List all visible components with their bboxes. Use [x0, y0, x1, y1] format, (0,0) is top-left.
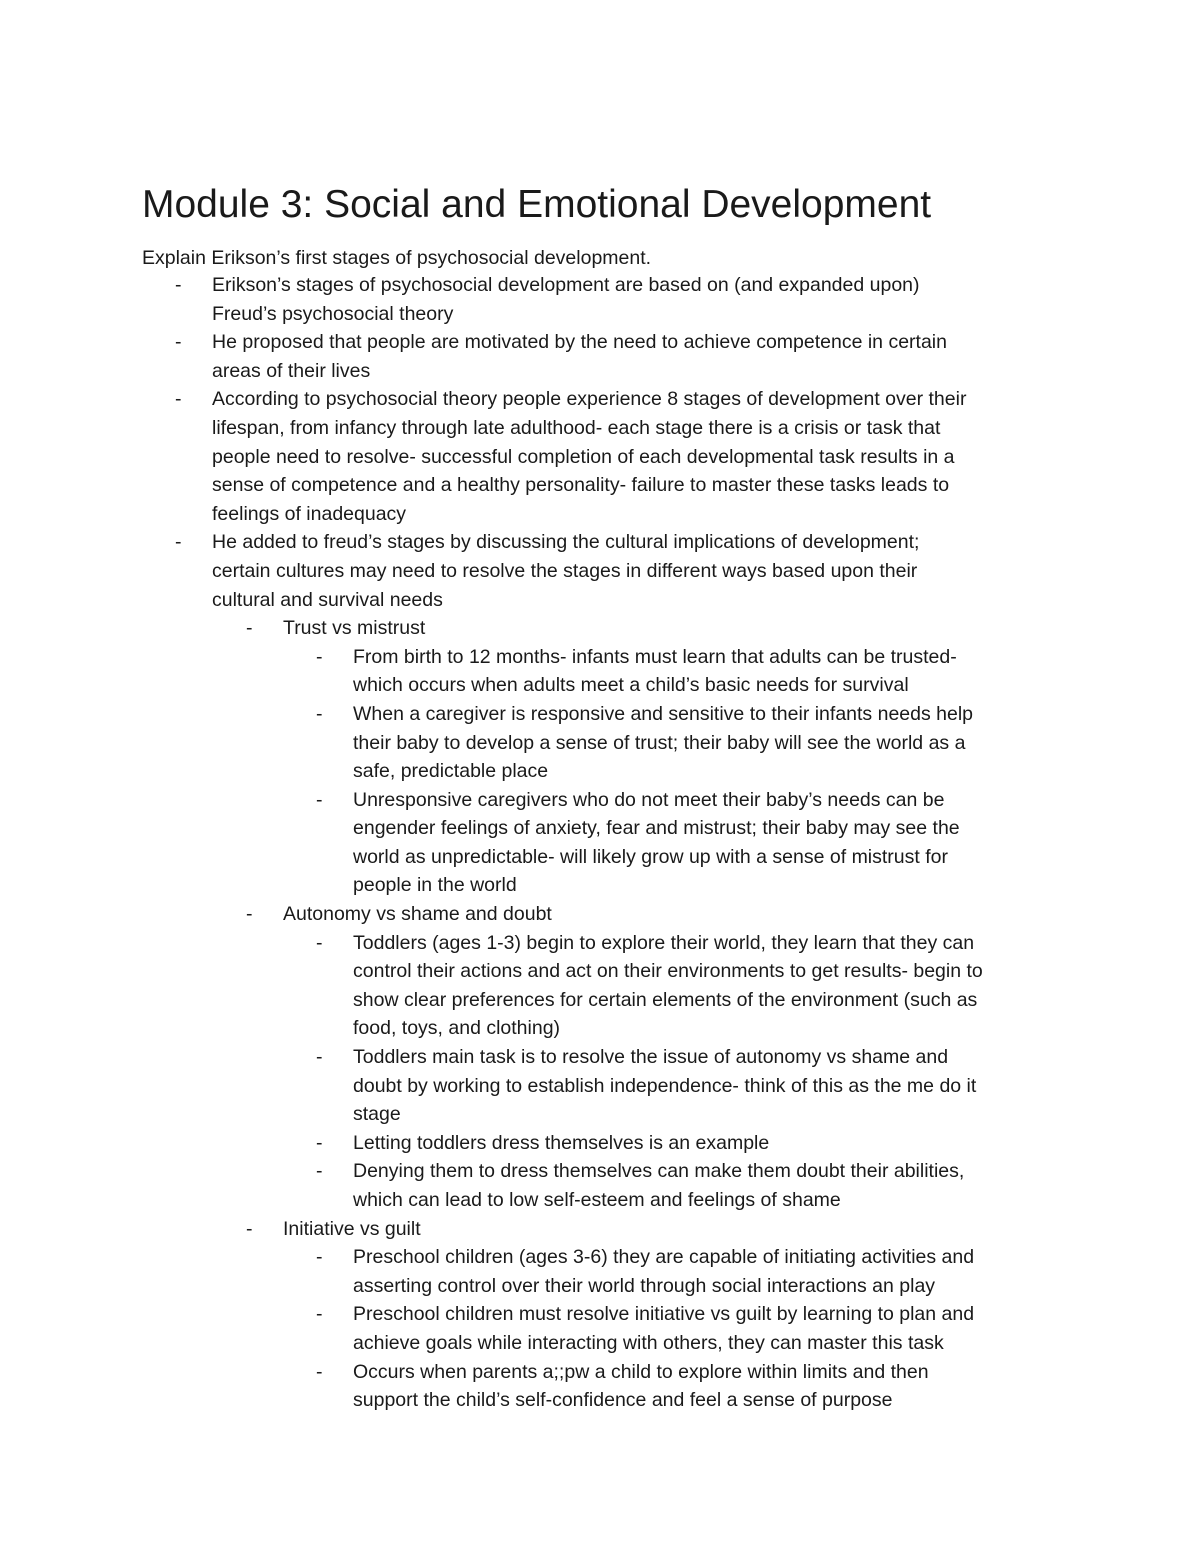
bullet-dash: - — [175, 274, 182, 296]
stage-name: Autonomy vs shame and doubt — [283, 903, 552, 926]
list-item — [0, 271, 1062, 328]
stage-item-trust — [0, 614, 1063, 643]
list-item-text: Preschool children (ages 3-6) they are capable of initiating activities and asserting control over their world through social interactions an play — [353, 1246, 975, 1297]
bullet-dash: - — [175, 331, 182, 354]
bullet-dash: - — [316, 645, 323, 668]
list-item-text: He added to freud’s stages by discussing the cultural implications of development; certain cultures may need to resolve the stages in different ways based upon their cultural and survival needs — [212, 531, 920, 611]
bullet-dash: - — [175, 531, 182, 554]
list-item — [0, 700, 1063, 786]
list-item-text: Unresponsive caregivers who do not meet their baby’s needs can be engender feelings of anxiety, fear and mistrust; their baby may see the world as unpredictable- will likely grow up with a sense of mistrust for people in the world — [353, 788, 960, 897]
stage-points-list — [0, 643, 1200, 900]
list-item-text: Toddlers main task is to resolve the issue of autonomy vs shame and doubt by working to establish independence- think of this as the me do it stage — [353, 1046, 977, 1126]
list-item — [0, 1043, 1063, 1129]
intro-question: Explain Erikson’s first stages of psychosocial development. — [142, 247, 652, 269]
bullet-dash: - — [316, 1303, 323, 1326]
stage-list — [0, 1215, 1200, 1244]
list-item-text: Letting toddlers dress themselves is an example — [353, 1131, 770, 1154]
list-item-text: When a caregiver is responsive and sensitive to their infants needs help their baby to develop a sense of trust; their baby will see the world as a safe, predictable place — [353, 702, 974, 783]
list-item-text: Denying them to dress themselves can make them doubt their abilities, which can lead to low self-esteem and feelings of shame — [353, 1160, 965, 1211]
stage-item-autonomy — [0, 900, 1063, 929]
stage-points-list — [0, 1243, 1200, 1415]
list-item-text: Occurs when parents a;;pw a child to explore within limits and then support the child’s self-confidence and feel a sense of purpose — [353, 1360, 929, 1412]
list-item — [0, 1157, 1063, 1214]
bullet-dash: - — [316, 702, 323, 725]
stage-name: Trust vs mistrust — [283, 617, 426, 640]
bullet-dash: - — [246, 1217, 253, 1240]
bullet-dash: - — [316, 788, 323, 811]
main-bullet-list — [0, 271, 1200, 614]
list-item-text: He proposed that people are motivated by the need to achieve competence in certain areas of their lives — [212, 331, 947, 382]
bullet-dash: - — [175, 388, 182, 411]
list-item-text: Toddlers (ages 1-3) begin to explore their world, they learn that they can control their actions and act on their environments to get results- begin to show clear preferences for certain elements of the environment (such as food, toys, and clothing) — [353, 931, 983, 1040]
list-item — [0, 328, 1062, 385]
list-item-text: According to psychosocial theory people experience 8 stages of development over their lifespan, from infancy through late adulthood- each stage there is a crisis or task that people need to resolve- successful completion of each developmental task results in a sense of competence and a healthy personality- failure to master these tasks leads to feelings of inadequacy — [212, 388, 967, 525]
list-item-text: Erikson’s stages of psychosocial development are based on (and expanded upon) Freud’s psychosocial theory — [212, 274, 920, 325]
list-item — [0, 385, 1062, 528]
list-item — [0, 1358, 1063, 1415]
stage-points-list — [0, 929, 1200, 1215]
stage-list — [0, 614, 1200, 643]
bullet-dash: - — [316, 1360, 323, 1383]
list-item — [0, 1243, 1063, 1300]
notes-outline — [0, 271, 1200, 1415]
bullet-dash: - — [316, 1131, 323, 1154]
list-item-text: From birth to 12 months- infants must learn that adults can be trusted- which occurs when adults meet a child’s basic needs for survival — [353, 645, 957, 697]
bullet-dash: - — [246, 617, 253, 640]
list-item — [0, 643, 1063, 700]
bullet-dash: - — [316, 1246, 323, 1269]
list-item-text: Preschool children must resolve initiative vs guilt by learning to plan and achieve goals while interacting with others, they can master this task — [353, 1303, 975, 1354]
stage-name: Initiative vs guilt — [283, 1217, 421, 1240]
list-item — [0, 528, 1062, 614]
bullet-dash: - — [316, 931, 323, 954]
page-title: Module 3: Social and Emotional Development — [142, 183, 932, 226]
bullet-dash: - — [316, 1160, 323, 1183]
list-item — [0, 786, 1063, 900]
stage-list — [0, 900, 1200, 929]
list-item — [0, 1129, 1063, 1158]
stage-item-initiative — [0, 1215, 1063, 1244]
bullet-dash: - — [246, 903, 253, 926]
bullet-dash: - — [316, 1046, 323, 1069]
list-item — [0, 1300, 1063, 1357]
list-item — [0, 929, 1063, 1043]
